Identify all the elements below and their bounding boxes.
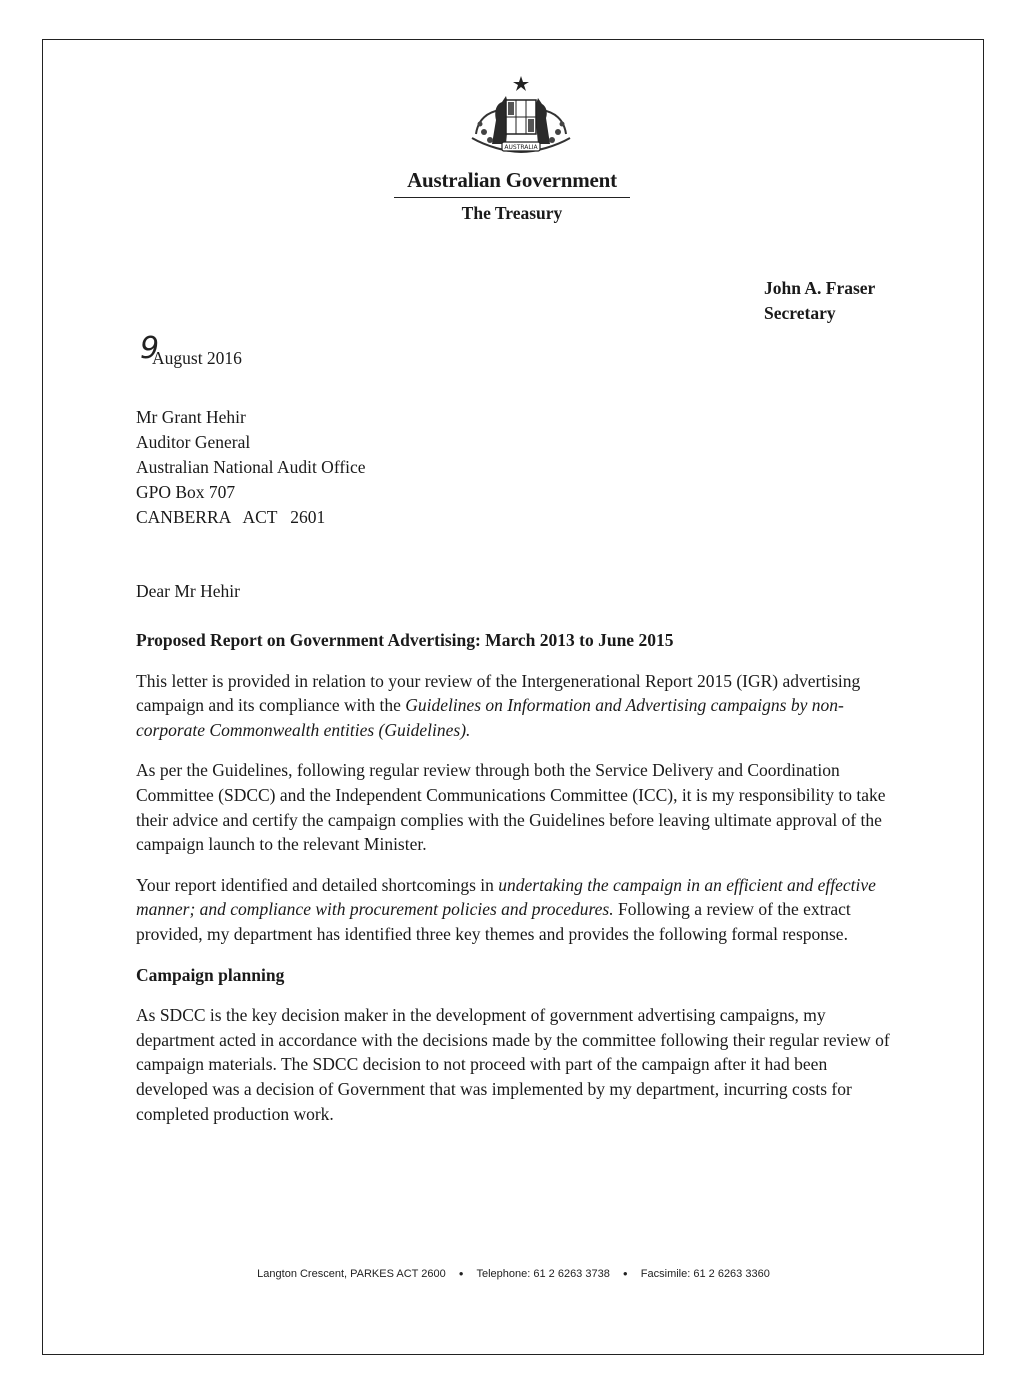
letter-body (136, 628, 896, 1142)
address-line: CANBERRA ACT 2601 (136, 507, 326, 527)
letterhead (394, 166, 630, 226)
footer-facsimile: Facsimile: 61 2 6263 3360 (640, 1268, 770, 1280)
department-name: The Treasury (461, 203, 563, 223)
bullet-separator: ● (458, 1269, 464, 1278)
crest-scroll-text: AUSTRALIA (504, 144, 538, 151)
salutation: Dear Mr Hehir (136, 581, 240, 601)
sender-title: Secretary (764, 303, 836, 323)
sender-name: John A. Fraser (764, 278, 876, 298)
address-line: GPO Box 707 (136, 482, 236, 502)
bullet-separator: ● (622, 1269, 628, 1278)
paragraph: As per the Guidelines, following regular review through both the Service Delivery and Coordination Committee (SDCC) and the Independent Communications Committee (ICC), it is my responsibility to take their advice and certify the campaign complies with the Guidelines before leaving ultimate approval of the campaign launch to the relevant Minister. (136, 760, 886, 855)
handwritten-day: 9 (140, 331, 160, 366)
letterhead-rule (394, 197, 630, 198)
subject-heading: Proposed Report on Government Advertising: March 2013 to June 2015 (136, 630, 674, 650)
address-line: Auditor General (136, 432, 251, 452)
paragraph: Your report identified and detailed shortcomings in undertaking the campaign in an efficient and effective manner; and compliance with procurement policies and procedures. Following a review of the extract provided, my department has identified three key themes and provides the following formal response. (136, 874, 876, 944)
letter-footer (0, 1268, 1027, 1280)
government-name: Australian Government (407, 168, 617, 192)
footer-address: Langton Crescent, PARKES ACT 2600 (257, 1268, 446, 1280)
address-line: Mr Grant Hehir (136, 407, 246, 427)
recipient-address (136, 405, 366, 530)
address-line: Australian National Audit Office (136, 457, 366, 477)
date-month-year: August 2016 (152, 348, 242, 368)
paragraph: As SDCC is the key decision maker in the development of government advertising campaigns, my department acted in accordance with the decisions made by the committee following their regular review of campaign materials. The SDCC decision to not proceed with part of the campaign after it had been developed was a decision of Government that was implemented by my department, incurring costs for completed production work. (136, 1005, 890, 1124)
paragraph: This letter is provided in relation to your review of the Intergenerational Report 2015 (IGR) advertising campaign and its compliance with the Guidelines on Information and Advertising campaigns by non-corporate Commonwealth entities (Guidelines). (136, 670, 861, 740)
section-heading: Campaign planning (136, 964, 285, 985)
footer-telephone: Telephone: 61 2 6263 3738 (476, 1268, 610, 1280)
coat-of-arms-icon (466, 74, 576, 168)
letter-date (136, 331, 242, 384)
sender-block (764, 276, 875, 326)
